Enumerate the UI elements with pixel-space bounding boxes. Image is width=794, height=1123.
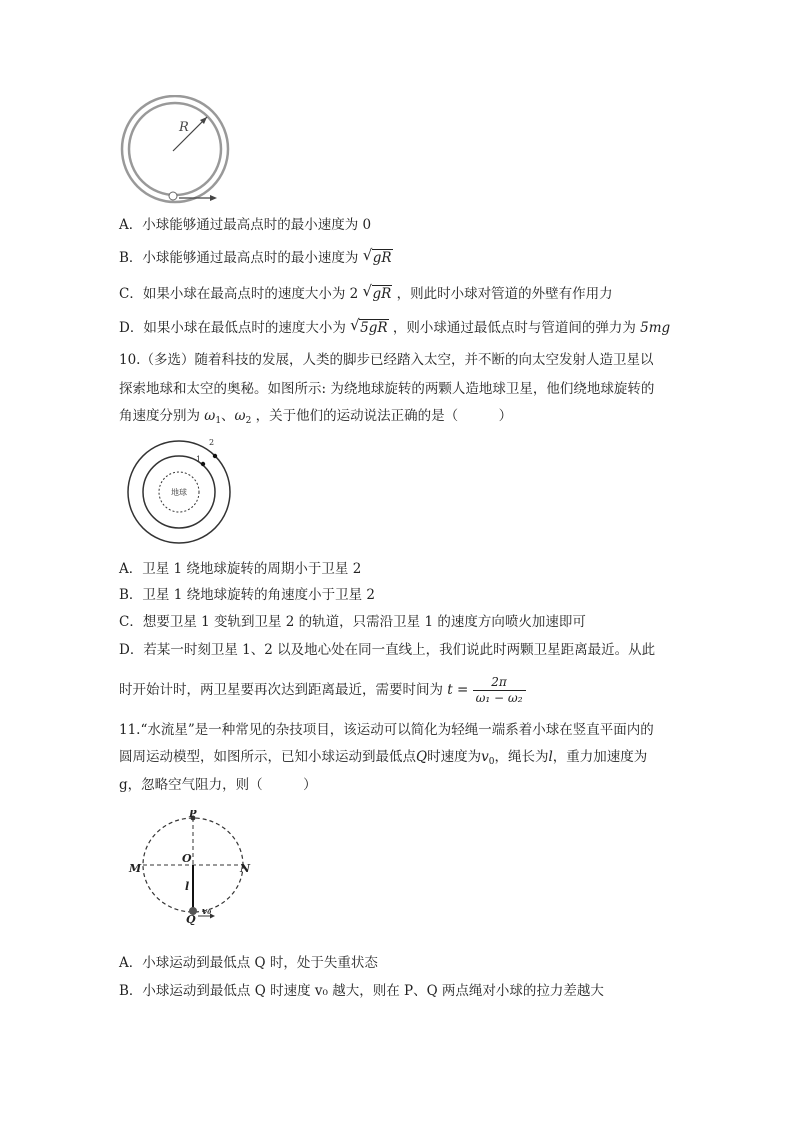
q10-stem-line2: 探索地球和太空的奥秘。如图所示: 为绕地球旋转的两颗人造地球卫星，他们绕地球旋转的	[119, 381, 655, 397]
point-Q: Q	[186, 913, 196, 925]
point-P: P	[189, 810, 197, 820]
q10-option-d2-text: 时开始计时，两卫星要再次达到距离最近，需要时间为	[119, 682, 443, 698]
radius-label: R	[179, 120, 189, 135]
q11-option-a: A．小球运动到最低点 Q 时，处于失重状态	[119, 955, 378, 971]
q9-option-b-text: B．小球能够通过最高点时的最小速度为	[119, 250, 359, 266]
satellite-diagram	[125, 436, 235, 546]
q11-Q: Q	[416, 749, 428, 765]
time-fraction: $\frac{2\pi}{\text{ω₁ − ω₂}}$	[473, 675, 526, 706]
q10-sep: 、	[221, 408, 235, 424]
sqrt-gR: √ gR	[362, 246, 392, 266]
omega-1: $\omega_1$	[204, 408, 222, 426]
q10-option-b: B．卫星 1 绕地球旋转的角速度小于卫星 2	[119, 587, 375, 603]
sqrt-5gR: √ 5gR	[350, 316, 388, 336]
length-l: l	[185, 880, 190, 893]
q11-l: l	[548, 749, 553, 765]
q10-option-d-line1: D．若某一时刻卫星 1、2 以及地心处在同一直线上，我们说此时两颗卫星距离最近。从此	[119, 642, 656, 658]
v0: $v_0$	[481, 749, 495, 767]
q9-option-a: A．小球能够通过最高点时的最小速度为 0	[119, 217, 372, 233]
q10-option-a: A．卫星 1 绕地球旋转的周期小于卫星 2	[119, 561, 362, 577]
q9-option-b	[119, 248, 393, 268]
point-O: O	[182, 852, 192, 865]
q11-stem-line3: g，忽略空气阻力，则（ ）	[119, 777, 317, 793]
q9-option-c-pre: C．如果小球在最高点时的速度大小为 2	[119, 286, 359, 302]
q11-stem-line2	[119, 747, 647, 772]
q11-option-b: B．小球运动到最低点 Q 时速度 v₀ 越大，则在 P、Q 两点绳对小球的拉力差越大	[119, 983, 604, 999]
q11-stem2-pre: 圆周运动模型，如图所示，已知小球运动到最低点	[119, 749, 416, 765]
time-eq: t =	[447, 682, 469, 698]
q9-option-c-post: ，则此时小球对管道的外壁有作用力	[396, 286, 613, 302]
circular-motion-diagram	[126, 810, 256, 925]
point-N: N	[240, 862, 251, 875]
earth-label: 地球	[171, 488, 187, 497]
omega-2: $\omega_2$	[234, 408, 252, 426]
velocity-v0: v₀	[202, 907, 212, 917]
q11-stem2-post: ，重力加速度为	[552, 749, 648, 765]
point-M: M	[129, 862, 142, 875]
q9-option-c	[119, 284, 613, 304]
q10-option-d-line2	[119, 675, 526, 706]
q10-stem-line3	[119, 406, 512, 431]
q10-stem-line1: 10.（多选）随着科技的发展，人类的脚步已经踏入太空，并不断的向太空发射人造卫星以	[119, 352, 654, 368]
sqrt-gR-2: √ gR	[362, 282, 392, 302]
q9-option-d-tail: 5mg	[640, 320, 671, 336]
q10-stem3-post: ，关于他们的运动说法正确的是（ ）	[255, 408, 513, 424]
q9-option-d	[119, 318, 670, 338]
q11-stem-line1: 11.“水流星”是一种常见的杂技项目，该运动可以简化为轻绳一端系着小球在竖直平面内的	[119, 722, 654, 738]
q9-option-d-post: ，则小球通过最低点时与管道间的弹力为	[392, 320, 636, 336]
satellite-1-label: 1	[196, 455, 202, 464]
q10-option-c: C．想要卫星 1 变轨到卫星 2 的轨道，只需沿卫星 1 的速度方向喷火加速即可	[119, 614, 586, 630]
q9-option-d-pre: D．如果小球在最低点时的速度大小为	[119, 320, 346, 336]
pipe-diagram	[117, 95, 237, 207]
q11-stem2-mid: 时速度为	[427, 749, 482, 765]
q11-stem2-mid2: ，绳长为	[494, 749, 549, 765]
satellite-2-label: 2	[209, 438, 215, 447]
q10-stem3-pre: 角速度分别为	[119, 408, 200, 424]
